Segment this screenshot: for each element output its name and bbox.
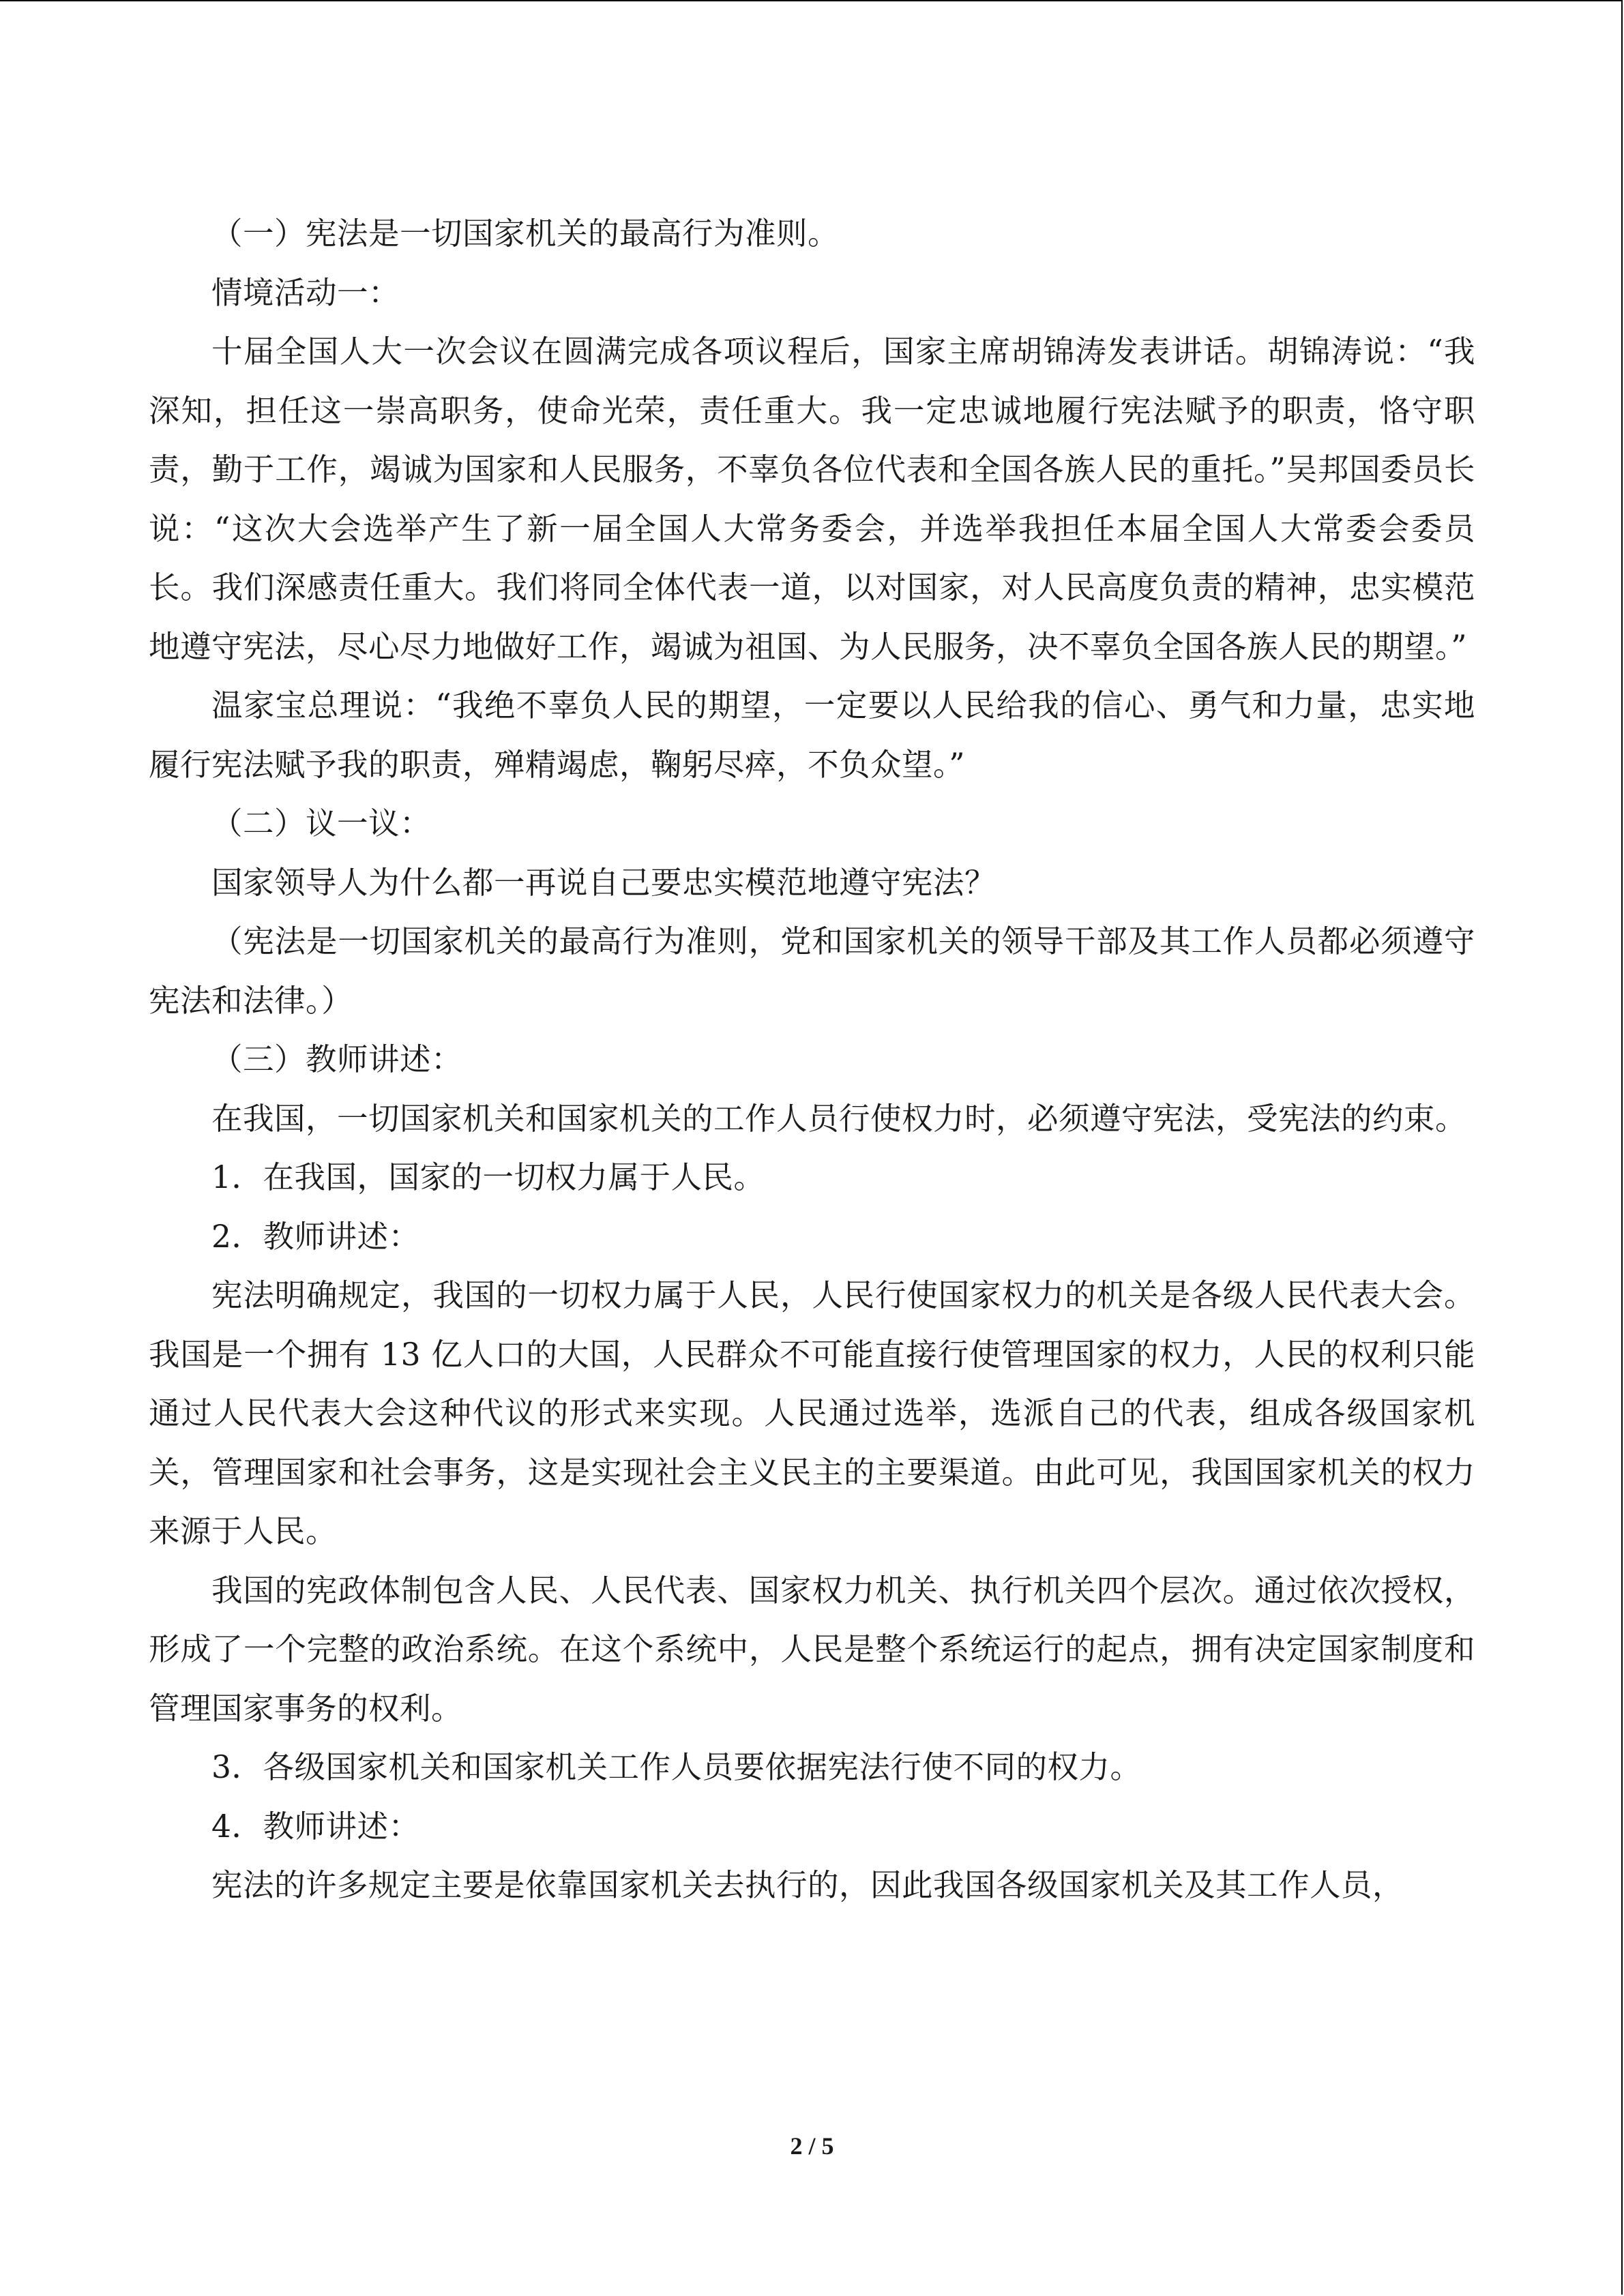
paragraph-constitutional-system: 我国的宪政体制包含人民、人民代表、国家权力机关、执行机关四个层次。通过依次授权，形成了一个完整的政治系统。在这个系统中，人民是整个系统运行的起点，拥有决定国家制度和管理国家事务的权利。 — [149, 1572, 1475, 1727]
paragraph-wen-speech: 温家宝总理说：“我绝不辜负人民的期望，一定要以人民给我的信心、勇气和力量，忠实地履行宪法赋予我的职责，殚精竭虑，鞠躬尽瘁，不负众望。” — [149, 687, 1475, 783]
numbered-item-4: 4．教师讲述： — [211, 1808, 420, 1845]
section-heading-2: （二）议一议： — [211, 805, 432, 841]
section-heading-3: （三）教师讲述： — [211, 1041, 463, 1077]
numbered-item-3: 3．各级国家机关和国家机关工作人员要依据宪法行使不同的权力。 — [211, 1749, 1142, 1785]
numbered-item-1: 1．在我国，国家的一切权力属于人民。 — [211, 1159, 765, 1195]
discussion-question: 国家领导人为什么都一再说自己要忠实模范地遵守宪法？ — [211, 864, 996, 901]
paragraph-power-to-people: 宪法明确规定，我国的一切权力属于人民，人民行使国家权力的机关是各级人民代表大会。我国是一个拥有 13 亿人口的大国，人民群众不可能直接行使管理国家的权力，人民的权利只能通过人民代表大会这种代议的形式来实现。人民通过选举，选派自己的代表，组成各级国家机关，管理国家和社会事务，这是实现社会主义民主的主要渠道。由此可见，我国国家机关的权力来源于人民。 — [149, 1277, 1475, 1549]
numbered-item-2: 2．教师讲述： — [211, 1218, 420, 1255]
paragraph-constitution-execution: 宪法的许多规定主要是依靠国家机关去执行的，因此我国各级国家机关及其工作人员， — [211, 1867, 1404, 1903]
paragraph-hu-wu-speech: 十届全国人大一次会议在圆满完成各项议程后，国家主席胡锦涛发表讲话。胡锦涛说：“我深知，担任这一崇高职务，使命光荣，责任重大。我一定忠诚地履行宪法赋予的职责，恪守职责，勤于工作，竭诚为国家和人民服务，不辜负各位代表和全国各族人民的重托。”吴邦国委员长说：“这次大会选举产生了新一届全国人大常务委会，并选举我担任本届全国人大常委会委员长。我们深感责任重大。我们将同全体代表一道，以对国家，对人民高度负责的精神，忠实模范地遵守宪法，尽心尽力地做好工作，竭诚为祖国、为人民服务，决不辜负全国各族人民的期望。” — [149, 333, 1475, 665]
page-number: 2 / 5 — [790, 2132, 834, 2160]
paragraph-state-organs: 在我国，一切国家机关和国家机关的工作人员行使权力时，必须遵守宪法，受宪法的约束。 — [211, 1100, 1467, 1137]
section-heading-1: （一）宪法是一切国家机关的最高行为准则。 — [211, 215, 840, 252]
activity-label: 情境活动一： — [211, 274, 400, 311]
discussion-answer: （宪法是一切国家机关的最高行为准则，党和国家机关的领导干部及其工作人员都必须遵守宪法和法律。） — [149, 923, 1475, 1019]
document-body — [149, 205, 1475, 1915]
